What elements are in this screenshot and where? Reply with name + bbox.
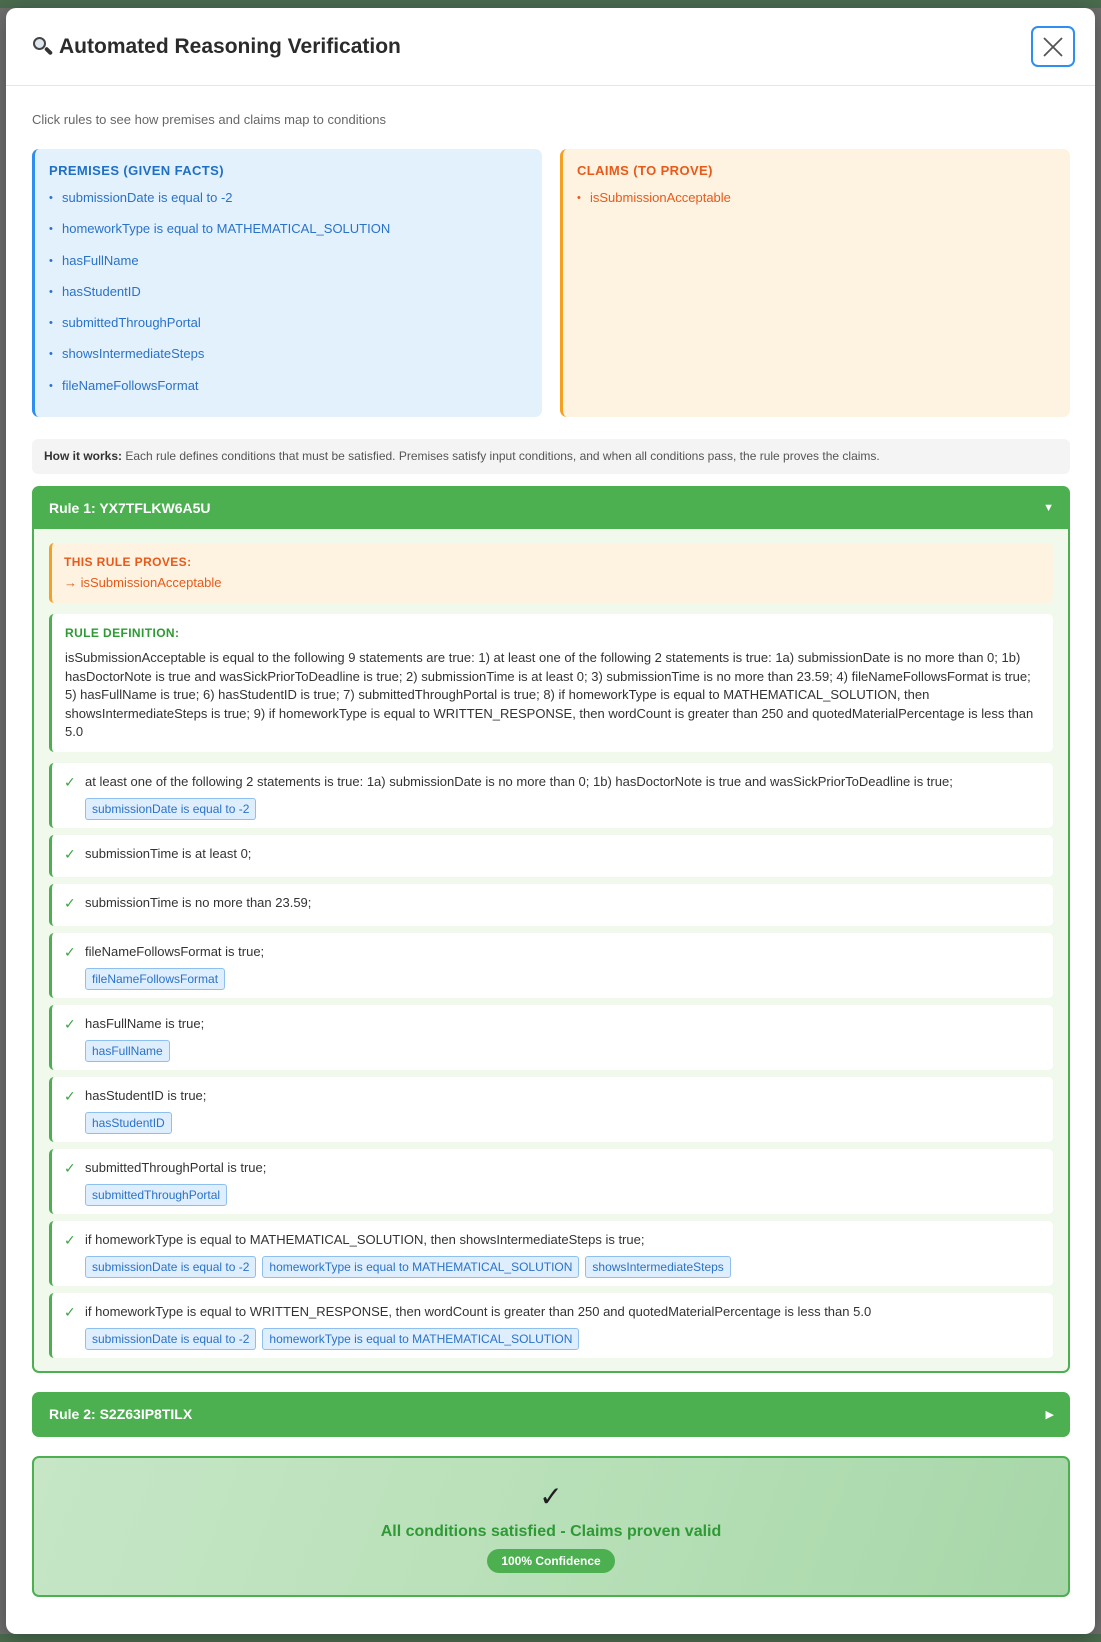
claims-list [577, 187, 1056, 218]
condition-text: hasFullName is true; [85, 1015, 205, 1031]
premise-tags [85, 1112, 1041, 1134]
condition-item[interactable] [49, 763, 1053, 828]
check-icon: ✓ [64, 1159, 76, 1176]
rule-card [32, 486, 1070, 1373]
result-message: All conditions satisfied - Claims proven valid [380, 1522, 722, 1540]
condition-text: submittedThroughPortal is true; [85, 1159, 267, 1175]
rule-header[interactable] [32, 486, 1070, 529]
bullet-icon: • [577, 192, 581, 204]
premise-tags [85, 968, 1041, 990]
rule-definition-text: isSubmissionAcceptable is equal to the following 9 statements are true: 1) at least one of the following 2 statements is true: 1a) submissionDate is no more than 0; 1b) hasDoctorNote is true and wasSickPriorToDeadline is true; 2) submissionTime is at least 0; 3) submissionTime is no more than 23.59; 4) fileNameFollowsFormat is true; 5) hasFullName is true; 6) hasStudentID is true; 7) submittedThroughPortal is true; 8) if homeworkType is equal to MATHEMATICAL_SOLUTION, then showsIntermediateSteps is true; 9) if homeworkType is equal to WRITTEN_RESPONSE, then wordCount is greater than 250 and quotedMaterialPercentage is less than 5.0 [65, 650, 1034, 739]
condition-item[interactable] [49, 1293, 1053, 1358]
rule-title: Rule 2: S2Z63IP8TILX [49, 1406, 193, 1422]
rule-card [32, 1392, 1070, 1437]
rule-definition-heading: RULE DEFINITION: [65, 626, 180, 640]
condition-text: at least one of the following 2 statements is true: 1a) submissionDate is no more than 0; 1b) hasDoctorNote is true and wasSickPriorToDeadline is true; [85, 773, 953, 789]
rule-proves-box [49, 543, 1053, 603]
how-it-works-text: Each rule defines conditions that must be satisfied. Premises satisfy input conditions, and when all conditions pass, the rule proves the claims. [122, 449, 880, 463]
claim-item: • isSubmissionAcceptable [577, 187, 1056, 218]
modal-body [6, 86, 1095, 1597]
check-icon: ✓ [64, 1015, 76, 1032]
condition-item[interactable] [49, 1077, 1053, 1142]
check-icon: ✓ [64, 773, 76, 790]
premise-tag[interactable]: hasStudentID [85, 1112, 172, 1134]
how-it-works-label: How it works: [44, 449, 123, 463]
premise-tag[interactable]: hasFullName [85, 1040, 170, 1062]
premise-item: • submissionDate is equal to -2 [49, 187, 528, 218]
premises-heading: PREMISES (GIVEN FACTS) [49, 163, 224, 178]
how-it-works-note [32, 439, 1070, 474]
bullet-icon: • [49, 348, 53, 361]
condition-item[interactable] [49, 1149, 1053, 1214]
premise-tag[interactable]: submissionDate is equal to -2 [85, 1256, 256, 1278]
premise-tag[interactable]: homeworkType is equal to MATHEMATICAL_SOLUTION [262, 1256, 579, 1278]
condition-text: submissionTime is no more than 23.59; [85, 894, 312, 910]
condition-text: hasStudentID is true; [85, 1087, 207, 1103]
rule-header[interactable] [32, 1392, 1070, 1437]
expand-triangle-icon[interactable]: ▶ [1045, 1408, 1054, 1421]
premise-tag[interactable]: submittedThroughPortal [85, 1184, 227, 1206]
premise-tags [85, 1256, 1041, 1278]
rule-title: Rule 1: YX7TFLKW6A5U [49, 499, 211, 516]
premise-tag[interactable]: fileNameFollowsFormat [85, 968, 225, 990]
check-icon: ✓ [64, 1303, 76, 1320]
rule-proves-heading: THIS RULE PROVES: [64, 555, 192, 569]
condition-item[interactable] [49, 835, 1053, 877]
close-icon [1042, 36, 1064, 58]
claims-heading: CLAIMS (TO PROVE) [577, 163, 713, 178]
modal-subtitle: Click rules to see how premises and claims map to conditions [32, 112, 387, 127]
premise-item: • showsIntermediateSteps [49, 343, 528, 374]
condition-item[interactable] [49, 1221, 1053, 1286]
verification-modal [6, 8, 1095, 1634]
premise-item: • homeworkType is equal to MATHEMATICAL_SOLUTION [49, 218, 528, 249]
premise-item: • hasStudentID [49, 281, 528, 312]
premise-tag[interactable]: homeworkType is equal to MATHEMATICAL_SOLUTION [262, 1328, 579, 1350]
verification-result [32, 1456, 1070, 1597]
premise-tags [85, 1184, 1041, 1206]
modal-title-text: Automated Reasoning Verification [59, 34, 401, 58]
bullet-icon: • [49, 254, 53, 267]
condition-item[interactable] [49, 1005, 1053, 1070]
bullet-icon: • [49, 379, 53, 392]
checkmark-icon: ✓ [539, 1480, 563, 1512]
bullet-icon: • [49, 192, 53, 204]
bullet-icon: • [49, 285, 53, 298]
check-icon: ✓ [64, 845, 76, 862]
bullet-icon: • [49, 223, 53, 236]
condition-item[interactable] [49, 884, 1053, 926]
premise-tags [85, 1328, 1041, 1350]
premise-item: • fileNameFollowsFormat [49, 375, 528, 406]
premise-item: • hasFullName [49, 250, 528, 281]
check-icon: ✓ [64, 1087, 76, 1104]
backdrop [0, 0, 1101, 8]
check-icon: ✓ [64, 894, 76, 911]
premise-tag[interactable]: submissionDate is equal to -2 [85, 798, 256, 820]
claims-panel [560, 149, 1070, 417]
condition-text: if homeworkType is equal to MATHEMATICAL_SOLUTION, then showsIntermediateSteps is true; [85, 1231, 645, 1247]
rule-body [32, 529, 1070, 1373]
facts-row [32, 149, 1070, 417]
premise-item: • submittedThroughPortal [49, 312, 528, 343]
check-icon: ✓ [64, 1231, 76, 1248]
modal-title [31, 35, 401, 59]
premise-tag[interactable]: submissionDate is equal to -2 [85, 1328, 256, 1350]
rule-definition-box [49, 614, 1053, 752]
premises-list [49, 187, 528, 406]
condition-text: fileNameFollowsFormat is true; [85, 943, 265, 959]
check-icon: ✓ [64, 943, 76, 960]
magnifying-glass-icon [31, 35, 55, 59]
close-button[interactable] [1031, 26, 1075, 67]
condition-item[interactable] [49, 933, 1053, 998]
premise-tags [85, 798, 1041, 820]
condition-text: submissionTime is at least 0; [85, 845, 252, 861]
modal-header [6, 8, 1095, 86]
collapse-triangle-icon[interactable]: ▼ [1043, 501, 1054, 514]
premise-tags [85, 1040, 1041, 1062]
premise-tag[interactable]: showsIntermediateSteps [585, 1256, 730, 1278]
condition-text: if homeworkType is equal to WRITTEN_RESPONSE, then wordCount is greater than 250 and quotedMaterialPercentage is less than 5.0 [85, 1303, 872, 1319]
rule-proves-value: → isSubmissionAcceptable [64, 575, 222, 590]
confidence-badge: 100% Confidence [487, 1549, 614, 1573]
bullet-icon: • [49, 317, 53, 330]
backdrop [0, 1634, 1101, 1642]
premises-panel [32, 149, 542, 417]
